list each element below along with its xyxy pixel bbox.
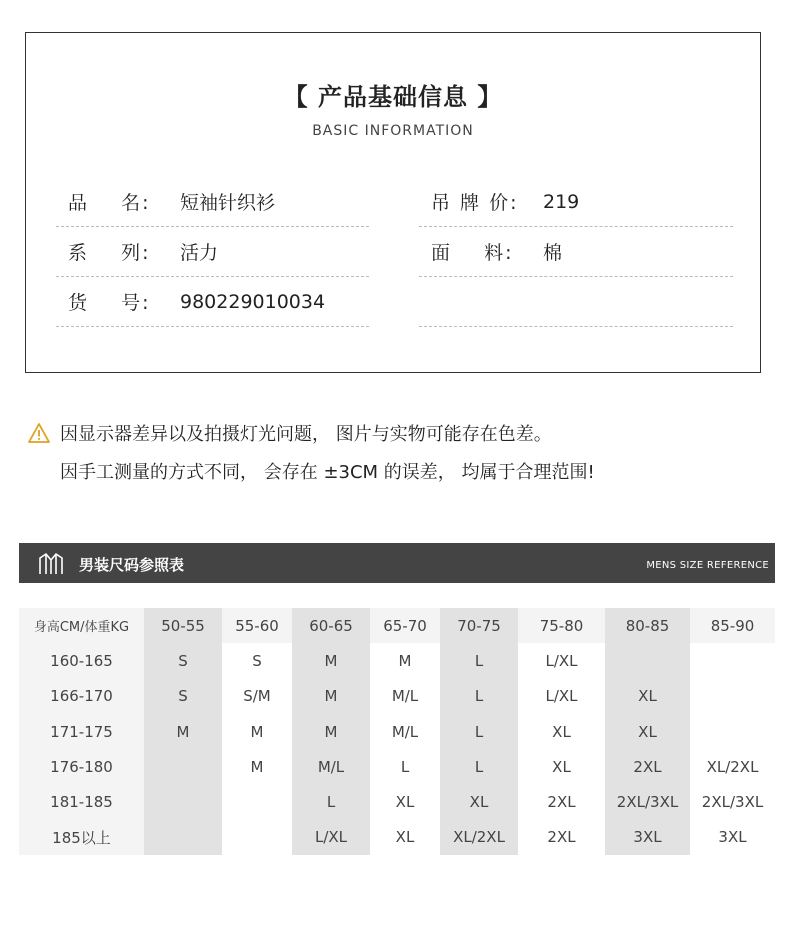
size-cell: 3XL [690, 820, 775, 855]
height-range-cell: 166-170 [19, 679, 144, 714]
table-header-row [19, 608, 775, 643]
warning-icon [28, 423, 50, 443]
height-range-cell: 171-175 [19, 714, 144, 749]
size-cell [690, 714, 775, 749]
size-cell [144, 749, 222, 784]
size-cell: S [222, 643, 292, 678]
table-header-cell: 50-55 [144, 608, 222, 643]
table-row [19, 643, 775, 678]
table-row [19, 679, 775, 714]
height-range-cell: 185以上 [19, 820, 144, 855]
size-chart-header [19, 543, 775, 583]
field-label: 面 料: [431, 242, 514, 264]
size-cell: XL [518, 714, 605, 749]
size-cell: M/L [370, 679, 440, 714]
field-label: 货 号: [68, 292, 151, 314]
size-chart-reference: MENS SIZE REFERENCE [646, 560, 769, 571]
field-label: 吊 牌 价: [431, 192, 519, 214]
field-product-name [56, 177, 369, 227]
field-series [56, 227, 369, 277]
shirt-logo-icon [37, 552, 65, 576]
table-header-cell: 70-75 [440, 608, 518, 643]
size-cell: L [440, 749, 518, 784]
size-cell: L [440, 714, 518, 749]
notice-line-1: 因显示器差异以及拍摄灯光问题， 图片与实物可能存在色差。 [60, 424, 552, 445]
field-item-number [56, 277, 369, 327]
size-cell: L [370, 749, 440, 784]
size-cell: 2XL [605, 749, 690, 784]
height-range-cell: 160-165 [19, 643, 144, 678]
size-cell [222, 784, 292, 819]
table-row [19, 714, 775, 749]
size-cell: M [222, 749, 292, 784]
size-cell: L [292, 784, 370, 819]
field-value: 活力 [180, 242, 219, 264]
size-cell: S [144, 679, 222, 714]
field-label: 品 名: [68, 192, 151, 214]
size-cell: M [222, 714, 292, 749]
size-cell: 3XL [605, 820, 690, 855]
table-header-cell: 55-60 [222, 608, 292, 643]
info-title: 【 产品基础信息 】 [283, 83, 503, 111]
table-row [19, 820, 775, 855]
size-cell: S [144, 643, 222, 678]
notice-line-2: 因手工测量的方式不同， 会存在 ±3CM 的误差， 均属于合理范围! [60, 462, 595, 483]
size-cell: M/L [370, 714, 440, 749]
field-value: 棉 [543, 242, 563, 264]
size-chart-title: 男装尺码参照表 [79, 556, 185, 574]
field-value: 短袖针织衫 [180, 192, 276, 214]
table-row [19, 784, 775, 819]
size-cell: XL [370, 820, 440, 855]
field-tag-price [419, 177, 733, 227]
size-cell: M [144, 714, 222, 749]
height-range-cell: 176-180 [19, 749, 144, 784]
field-empty [419, 277, 733, 327]
size-cell: M [292, 679, 370, 714]
size-cell [690, 643, 775, 678]
size-cell [222, 820, 292, 855]
size-cell [144, 784, 222, 819]
table-header-cell: 75-80 [518, 608, 605, 643]
size-cell [605, 643, 690, 678]
size-cell [144, 820, 222, 855]
size-cell: 2XL [518, 784, 605, 819]
size-cell: XL [440, 784, 518, 819]
size-cell: L/XL [518, 643, 605, 678]
size-cell: M [292, 643, 370, 678]
size-cell: 2XL/3XL [690, 784, 775, 819]
size-cell: L/XL [292, 820, 370, 855]
size-cell: XL/2XL [440, 820, 518, 855]
size-cell: L/XL [518, 679, 605, 714]
table-header-cell: 65-70 [370, 608, 440, 643]
height-range-cell: 181-185 [19, 784, 144, 819]
table-header-cell: 85-90 [690, 608, 775, 643]
size-cell: XL [605, 714, 690, 749]
size-cell: L [440, 679, 518, 714]
info-subtitle: BASIC INFORMATION [312, 123, 474, 139]
size-cell: 2XL [518, 820, 605, 855]
size-cell: XL [518, 749, 605, 784]
table-header-cell: 身高CM/体重KG [19, 608, 144, 643]
size-cell [690, 679, 775, 714]
size-cell: 2XL/3XL [605, 784, 690, 819]
field-fabric [419, 227, 733, 277]
size-cell: M [370, 643, 440, 678]
size-cell: XL/2XL [690, 749, 775, 784]
basic-info-panel [25, 32, 761, 373]
field-label: 系 列: [68, 242, 151, 264]
table-row [19, 749, 775, 784]
size-cell: L [440, 643, 518, 678]
size-table [19, 608, 775, 855]
size-cell: S/M [222, 679, 292, 714]
field-value: 219 [543, 190, 580, 213]
field-value: 980229010034 [180, 290, 326, 313]
size-cell: M/L [292, 749, 370, 784]
table-header-cell: 60-65 [292, 608, 370, 643]
size-cell: XL [605, 679, 690, 714]
size-cell: XL [370, 784, 440, 819]
size-cell: M [292, 714, 370, 749]
table-header-cell: 80-85 [605, 608, 690, 643]
